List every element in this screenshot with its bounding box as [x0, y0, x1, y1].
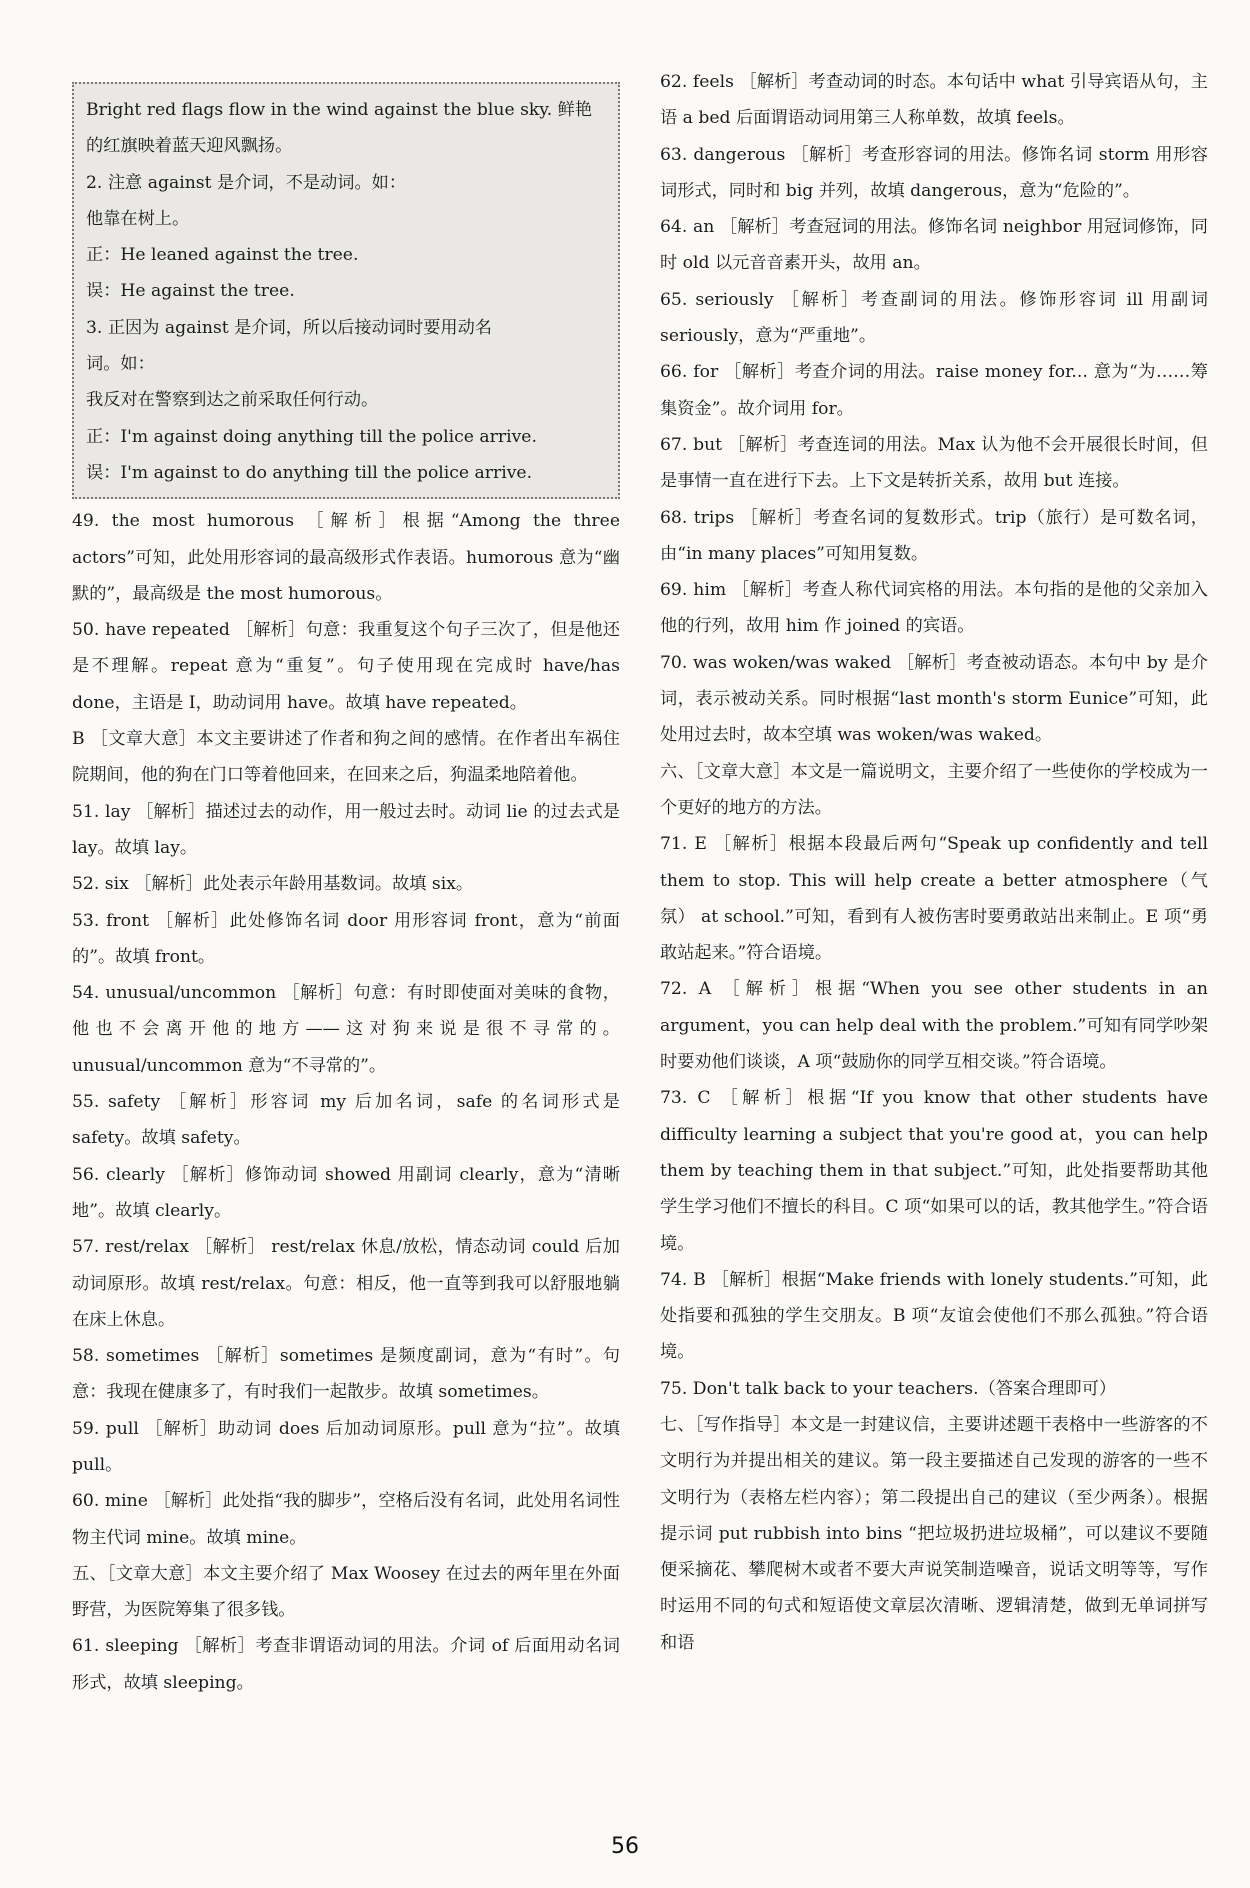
- answer-53: 53. front ［解析］此处修饰名词 door 用形容词 front，意为“前面的”。故填 front。: [72, 910, 620, 967]
- note-line: Bright red flags flow in the wind against the blue sky. 鲜艳: [86, 100, 593, 120]
- answer-71: 71. E ［解析］根据本段最后两句“Speak up confidently and tell them to stop. This will help create a better atmosphere（气氛） at school.”可知，看到有人被伤害时要勇敢站出来制止。E 项“勇敢站起来。”符合语境。: [660, 834, 1208, 964]
- note-line: 正：I'm against doing anything till the police arrive.: [86, 426, 537, 447]
- section-6-summary: 六、［文章大意］本文是一篇说明文，主要介绍了一些使你的学校成为一个更好的地方的方法。: [660, 761, 1208, 818]
- answer-68: 68. trips ［解析］考查名词的复数形式。trip（旅行）是可数名词，由“in many places”可知用复数。: [660, 507, 1208, 564]
- answer-57: 57. rest/relax ［解析］ rest/relax 休息/放松，情态动词 could 后加动词原形。故填 rest/relax。句意：相反，他一直等到我可以舒服地躺在床上休息。: [72, 1237, 620, 1330]
- answer-51: 51. lay ［解析］描述过去的动作，用一般过去时。动词 lie 的过去式是 lay。故填 lay。: [72, 801, 620, 858]
- page-number: 56: [611, 1834, 639, 1859]
- answer-66: 66. for ［解析］考查介词的用法。raise money for... 意为“为……筹集资金”。故介词用 for。: [660, 362, 1208, 419]
- answer-70: 70. was woken/was waked ［解析］考查被动语态。本句中 by 是介词，表示被动关系。同时根据“last month's storm Eunice”可知，此处用过去时，故本空填 was woken/was waked。: [660, 652, 1208, 746]
- note-line: 我反对在警察到达之前采取任何行动。: [86, 390, 379, 411]
- right-column: [660, 64, 1208, 1661]
- section-7-writing-guide: 七、［写作指导］本文是一封建议信，主要讲述题干表格中一些游客的不文明行为并提出相关的建议。第一段主要描述自己发现的游客的一些不文明行为（表格左栏内容）；第二段提出自己的建议（至少两条）。根据提示词 put rubbish into bins “把垃圾扔进垃圾桶”，可以建议不要随便采摘花、攀爬树木或者不要大声说笑制造噪音，说话文明等等，写作时运用不同的句式和短语使文章层次清晰、逻辑清楚，做到无单词拼写和语: [660, 1414, 1208, 1653]
- answer-62: 62. feels ［解析］考查动词的时态。本句话中 what 引导宾语从句，主语 a bed 后面谓语动词用第三人称单数，故填 feels。: [660, 72, 1208, 129]
- note-line: 他靠在树上。: [86, 208, 190, 229]
- answer-61: 61. sleeping ［解析］考查非谓语动词的用法。介词 of 后面用动名词形式，故填 sleeping。: [72, 1636, 620, 1693]
- answer-58: 58. sometimes ［解析］sometimes 是频度副词，意为“有时”。句意：我现在健康多了，有时我们一起散步。故填 sometimes。: [72, 1346, 620, 1403]
- note-line: 词。如：: [86, 354, 155, 375]
- answer-56: 56. clearly ［解析］修饰动词 showed 用副词 clearly，意为“清晰地”。故填 clearly。: [72, 1164, 620, 1221]
- answer-65: 65. seriously ［解析］考查副词的用法。修饰形容词 ill 用副词 seriously，意为“严重地”。: [660, 289, 1208, 347]
- section-5-summary: 五、［文章大意］本文主要介绍了 Max Woosey 在过去的两年里在外面野营，为医院筹集了很多钱。: [72, 1563, 620, 1621]
- note-box: [72, 82, 620, 499]
- answer-72: 72. A ［解析］根据“When you see other students in an argument，you can help deal with the problem.”可知有同学吵架时要劝他们谈谈，A 项“鼓励你的同学互相交谈。”符合语境。: [660, 979, 1208, 1073]
- answer-50: 50. have repeated ［解析］句意：我重复这个句子三次了，但是他还是不理解。repeat 意为“重复”。句子使用现在完成时 have/has done，主语是 I，助动词用 have。故填 have repeated。: [72, 620, 620, 713]
- answer-73: 73. C ［解析］根据“If you know that other students have difficulty learning a subject that you're good at，you can help them by teaching them in that subject.”可知，此处指要帮助其他学生学习他们不擅长的科目。C 项“如果可以的话，教其他学生。”符合语境。: [660, 1088, 1208, 1254]
- answer-52: 52. six ［解析］此处表示年龄用基数词。故填 six。: [72, 874, 474, 895]
- note-line: 的红旗映着蓝天迎风飘扬。: [86, 136, 293, 157]
- answer-49: 49. the most humorous ［解析］根据“Among the three actors”可知，此处用形容词的最高级形式作表语。humorous 意为“幽默的”，最高级是 the most humorous。: [72, 511, 620, 604]
- answer-69: 69. him ［解析］考查人称代词宾格的用法。本句指的是他的父亲加入他的行列，故用 him 作 joined 的宾语。: [660, 580, 1208, 637]
- left-column: [72, 64, 620, 1701]
- note-line: 误：He against the tree.: [86, 281, 295, 302]
- note-line: 3. 正因为 against 是介词，所以后接动词时要用动名: [86, 317, 492, 338]
- answer-64: 64. an ［解析］考查冠词的用法。修饰名词 neighbor 用冠词修饰，同时 old 以元音音素开头，故用 an。: [660, 217, 1208, 274]
- answer-74: 74. B ［解析］根据“Make friends with lonely students.”可知，此处指要和孤独的学生交朋友。B 项“友谊会使他们不那么孤独。”符合语境。: [660, 1269, 1208, 1363]
- note-line: 2. 注意 against 是介词，不是动词。如：: [86, 172, 407, 193]
- answer-67: 67. but ［解析］考查连词的用法。Max 认为他不会开展很长时间，但是事情一直在进行下去。上下文是转折关系，故用 but 连接。: [660, 434, 1208, 492]
- answer-59: 59. pull ［解析］助动词 does 后加动词原形。pull 意为“拉”。故填 pull。: [72, 1418, 620, 1475]
- answer-75: 75. Don't talk back to your teachers.（答案合理即可）: [660, 1378, 1117, 1399]
- note-line: 正：He leaned against the tree.: [86, 245, 359, 266]
- answer-60: 60. mine ［解析］此处指“我的脚步”，空格后没有名词，此处用名词性物主代词 mine。故填 mine。: [72, 1491, 620, 1548]
- section-b-summary: B ［文章大意］本文主要讲述了作者和狗之间的感情。在作者出车祸住院期间，他的狗在门口等着他回来，在回来之后，狗温柔地陪着他。: [72, 729, 620, 786]
- answer-54: 54. unusual/uncommon ［解析］句意：有时即使面对美味的食物，他也不会离开他的地方——这对狗来说是很不寻常的。unusual/uncommon 意为“不寻常的”。: [72, 983, 620, 1076]
- answer-55: 55. safety ［解析］形容词 my 后加名词，safe 的名词形式是 safety。故填 safety。: [72, 1092, 620, 1149]
- answer-63: 63. dangerous ［解析］考查形容词的用法。修饰名词 storm 用形容词形式，同时和 big 并列，故填 dangerous，意为“危险的”。: [660, 144, 1208, 201]
- note-line: 误：I'm against to do anything till the police arrive.: [86, 462, 533, 483]
